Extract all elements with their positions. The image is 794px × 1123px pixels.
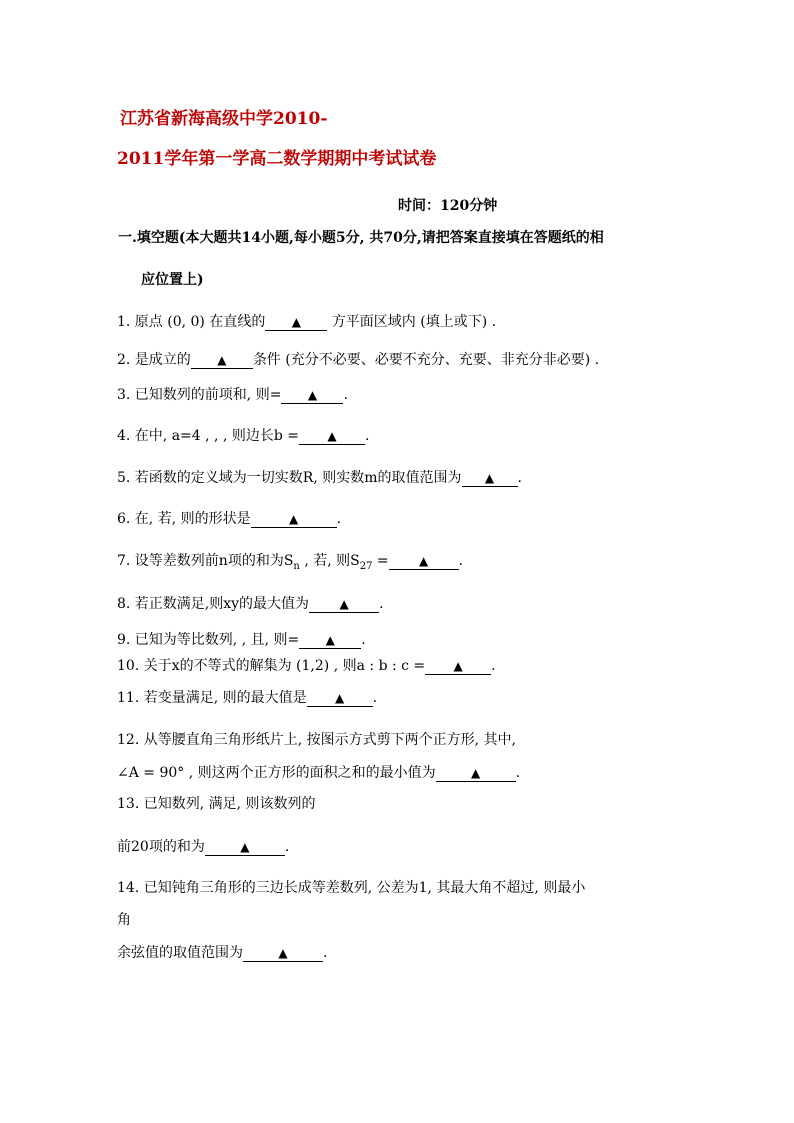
answer-blank-11[interactable] [307, 690, 373, 707]
question-13-line-2: 前20项的和为 ▲ . [117, 839, 290, 855]
section-heading-cont: 应位置上) [141, 272, 204, 288]
triangle-icon: ▲ [471, 766, 481, 780]
question-3: 3. 已知数列的前项和, 则= ▲ . [117, 387, 348, 403]
question-14-line-2: 角 [117, 912, 131, 928]
triangle-icon: ▲ [217, 353, 227, 367]
question-9: 9. 已知为等比数列, , 且, 则= ▲ . [117, 632, 366, 648]
question-6: 6. 在, 若, 则的形状是 ▲ . [117, 511, 342, 527]
triangle-icon: ▲ [339, 597, 349, 611]
answer-blank-2[interactable] [191, 352, 253, 369]
question-14-line-3: 余弦值的取值范围为 ▲ . [117, 945, 328, 961]
exam-time: 时间：120分钟 [398, 198, 498, 214]
answer-blank-7[interactable] [389, 553, 459, 570]
triangle-icon: ▲ [307, 388, 318, 402]
question-12-line-2: ∠A = 90° , 则这两个正方形的面积之和的最小值为 ▲ . [117, 765, 521, 781]
triangle-icon: ▲ [291, 315, 301, 329]
answer-blank-6[interactable] [251, 511, 337, 528]
triangle-icon: ▲ [419, 554, 429, 568]
question-2: 2. 是成立的 ▲ 条件 (充分不必要、必要不充分、充要、非充分非必要) . [117, 352, 600, 368]
section-heading: 一.填空题(本大题共14小题,每小题5分, 共70分,请把答案直接填在答题纸的相 [118, 230, 604, 246]
triangle-icon: ▲ [484, 471, 495, 485]
triangle-icon: ▲ [327, 429, 337, 443]
answer-blank-10[interactable] [425, 658, 491, 675]
answer-blank-8[interactable] [309, 596, 379, 613]
triangle-icon: ▲ [325, 633, 335, 647]
question-13-line-1: 13. 已知数列, 满足, 则该数列的 [117, 796, 316, 812]
answer-blank-14[interactable] [243, 945, 323, 962]
answer-blank-9[interactable] [299, 632, 361, 649]
triangle-icon: ▲ [335, 691, 345, 705]
question-11: 11. 若变量满足, 则的最大值是 ▲ . [117, 690, 378, 706]
triangle-icon: ▲ [278, 946, 288, 960]
triangle-icon: ▲ [453, 659, 463, 673]
answer-blank-12[interactable] [436, 765, 516, 782]
question-1: 1. 原点 (0, 0) 在直线的 ▲ 方平面区域内 (填上或下) . [117, 314, 497, 330]
question-10: 10. 关于x的不等式的解集为 (1,2) , 则a : b : c = ▲ . [117, 658, 496, 674]
question-12-line-1: 12. 从等腰直角三角形纸片上, 按图示方式剪下两个正方形, 其中, [117, 732, 516, 748]
triangle-icon: ▲ [288, 512, 299, 526]
triangle-icon: ▲ [240, 840, 250, 854]
question-7: 7. 设等差数列前n项的和为$S_n$ , 若, 则$S_{27}$ = ▲ . [117, 553, 464, 572]
title-line-1: 江苏省新海高级中学2010- [120, 109, 328, 129]
question-5: 5. 若函数的定义域为一切实数R, 则实数m的取值范围为 ▲ . [117, 470, 522, 486]
title-line-2: 2011学年第一学高二数学期期中考试试卷 [117, 149, 437, 169]
answer-blank-1[interactable] [265, 314, 327, 331]
question-4: 4. 在中, a=4 , , , 则边长b = ▲ . [117, 428, 370, 444]
answer-blank-4[interactable] [299, 428, 365, 445]
answer-blank-13[interactable] [205, 839, 285, 856]
answer-blank-5[interactable] [462, 470, 518, 487]
answer-blank-3[interactable] [281, 387, 343, 404]
question-8: 8. 若正数满足,则xy的最大值为 ▲ . [117, 596, 384, 612]
question-14-line-1: 14. 已知钝角三角形的三边长成等差数列, 公差为1, 其最大角不超过, 则最小 [117, 880, 586, 896]
